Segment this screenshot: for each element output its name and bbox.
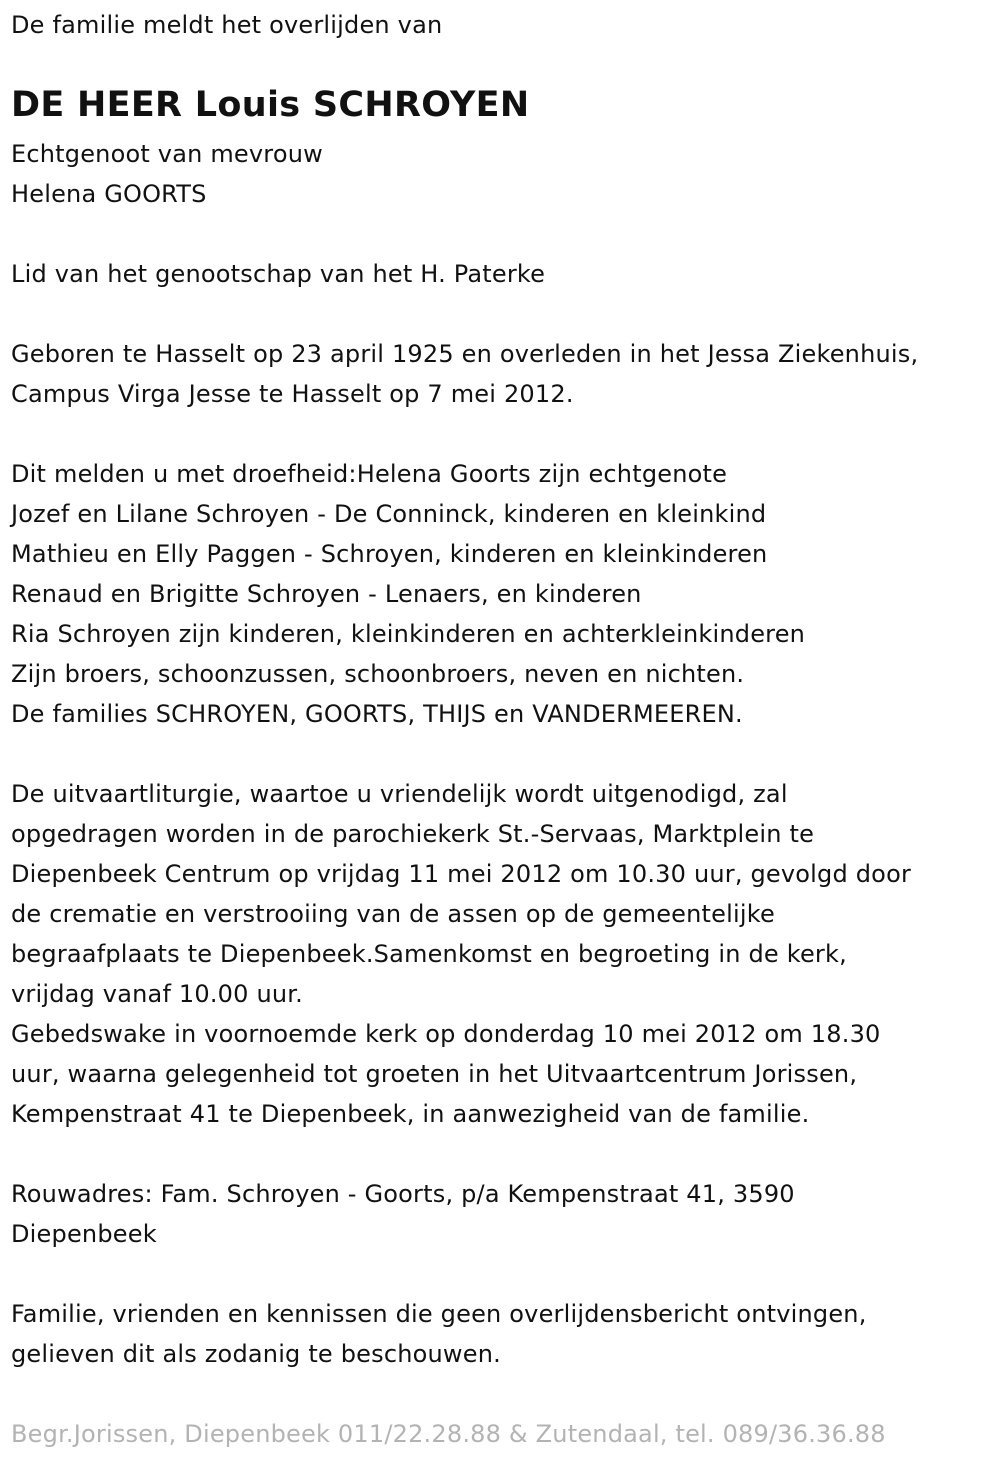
notice-line: Familie, vrienden en kennissen die geen overlijdensbericht ontvingen,	[11, 1300, 867, 1328]
notice-line: gelieven dit als zodanig te beschouwen.	[11, 1340, 501, 1368]
birth-death-line: Geboren te Hasselt op 23 april 1925 en overleden in het Jessa Ziekenhuis,	[11, 340, 919, 368]
deceased-name: DE HEER Louis SCHROYEN	[11, 85, 530, 125]
ceremony-line: De uitvaartliturgie, waartoe u vriendelijk wordt uitgenodigd, zal	[11, 780, 788, 808]
mourner-line: Zijn broers, schoonzussen, schoonbroers, neven en nichten.	[11, 660, 745, 688]
ceremony-line: de crematie en verstrooiing van de assen op de gemeentelijke	[11, 900, 775, 928]
mourner-line: Ria Schroyen zijn kinderen, kleinkinderen en achterkleinkinderen	[11, 620, 806, 648]
mourner-line: Mathieu en Elly Paggen - Schroyen, kinderen en kleinkinderen	[11, 540, 768, 568]
spouse-line: Helena GOORTS	[11, 180, 207, 208]
birth-death-line: Campus Virga Jesse te Hasselt op 7 mei 2012.	[11, 380, 574, 408]
mourner-line: Jozef en Lilane Schroyen - De Conninck, kinderen en kleinkind	[11, 500, 767, 528]
ceremony-line: Kempenstraat 41 te Diepenbeek, in aanwezigheid van de familie.	[11, 1100, 810, 1128]
ceremony-line: begraafplaats te Diepenbeek.Samenkomst en begroeting in de kerk,	[11, 940, 847, 968]
mourner-line: De families SCHROYEN, GOORTS, THIJS en VANDERMEEREN.	[11, 700, 743, 728]
spouse-line: Echtgenoot van mevrouw	[11, 140, 323, 168]
ceremony-line: Gebedswake in voornoemde kerk op donderdag 10 mei 2012 om 18.30	[11, 1020, 881, 1048]
address-line: Rouwadres: Fam. Schroyen - Goorts, p/a Kempenstraat 41, 3590	[11, 1180, 795, 1208]
ceremony-line: vrijdag vanaf 10.00 uur.	[11, 980, 303, 1008]
funeral-home-footer: Begr.Jorissen, Diepenbeek 011/22.28.88 & Zutendaal, tel. 089/36.36.88	[11, 1420, 886, 1448]
mourner-line: Dit melden u met droefheid:Helena Goorts zijn echtgenote	[11, 460, 728, 488]
intro-text: De familie meldt het overlijden van	[11, 11, 443, 39]
ceremony-line: Diepenbeek Centrum op vrijdag 11 mei 2012 om 10.30 uur, gevolgd door	[11, 860, 912, 888]
ceremony-line: opgedragen worden in de parochiekerk St.-Servaas, Marktplein te	[11, 820, 815, 848]
ceremony-line: uur, waarna gelegenheid tot groeten in het Uitvaartcentrum Jorissen,	[11, 1060, 858, 1088]
membership-text: Lid van het genootschap van het H. Paterke	[11, 260, 546, 288]
mourner-line: Renaud en Brigitte Schroyen - Lenaers, en kinderen	[11, 580, 642, 608]
address-line: Diepenbeek	[11, 1220, 157, 1248]
